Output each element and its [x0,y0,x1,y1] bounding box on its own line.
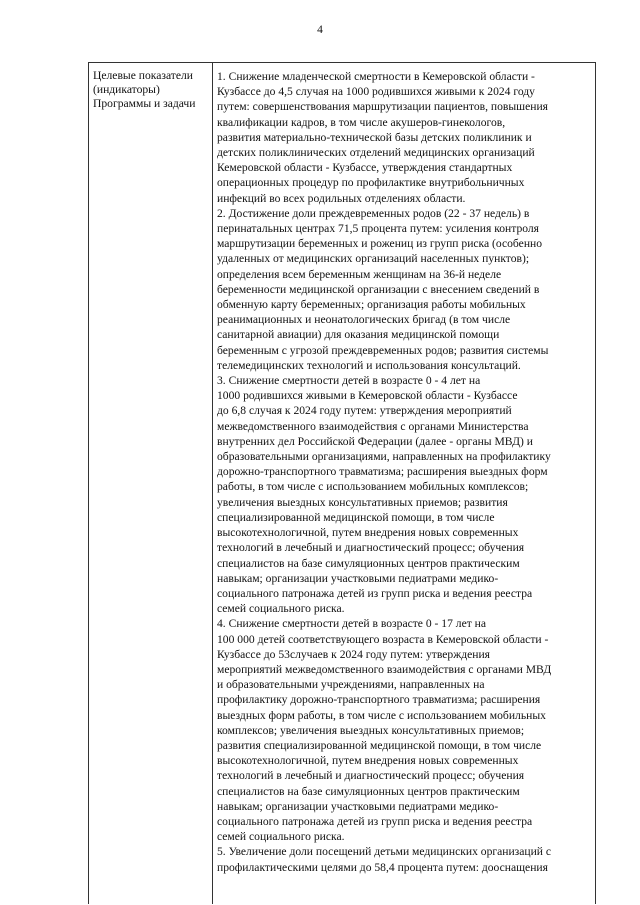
text-line: дорожно-транспортного травматизма; расширения выездных форм [217,465,548,479]
text-line: социального патронажа детей из групп риска и ведения реестра [217,814,533,828]
text-line: технологий в лечебный и диагностический процесс; обучения [217,769,525,783]
text-line: навыкам; организации участковыми педиатрами медико- [217,799,499,813]
text-line: 3. Снижение смертности детей в возрасте 0 - 4 лет на [217,374,481,388]
program-table [88,62,596,904]
text-line: межведомственного взаимодействия с органами Министерства [217,419,529,433]
text-line: специализированной медицинской помощи, в том числе [217,510,495,524]
text-line: перинатальных центрах 71,5 процента путем: усиления контроля [217,222,540,236]
text-line: развития материально-технической базы детских поликлиник и [217,130,532,144]
text-line: маршрутизации беременных и рожениц из групп риска (особенно [217,237,543,251]
indicator-label-cell [89,63,213,904]
text-line: работы, в том числе с использованием мобильных комплексов; [217,480,529,494]
text-line: определения всем беременным женщинам на 36-й неделе [217,267,502,281]
text-line: 4. Снижение смертности детей в возрасте 0 - 17 лет на [217,617,487,631]
text-line: семей социального риска. [217,830,345,844]
text-line: квалификации кадров, в том числе акушеров-гинекологов, [217,115,506,129]
text-line: увеличения выездных консультативных приемов; развития [217,495,508,509]
text-line: образовательными организациями, направленных на профилактику [217,450,551,464]
text-line: и образовательными учреждениями, направленных на [217,678,485,692]
text-line: беременным с угрозой преждевременных родов; развития системы [217,343,549,357]
text-line: развития специализированной медицинской помощи, в том числе [217,738,542,752]
text-line: санитарной авиации) для оказания медицинской помощи [217,328,500,342]
text-line: профилактику дорожно-транспортного травматизма; расширения [217,693,541,707]
text-line: Кузбассе до 4,5 случая на 1000 родившихся живыми к 2024 году [217,85,535,99]
text-line: обменную карту беременных; организация работы мобильных [217,298,526,312]
text-line: мероприятий межведомственного взаимодействия с органами МВД [217,662,552,676]
text-line: 2. Достижение доли преждевременных родов (22 - 37 недель) в [217,206,530,220]
text-line: высокотехнологичной, путем внедрения новых современных [217,526,519,540]
text-line: операционных процедур по профилактике внутрибольничных [217,176,525,190]
text-line: 1000 родившихся живыми в Кемеровской области - Кузбассе [217,389,518,403]
text-line: путем: совершенствования маршрутизации пациентов, повышения [217,100,548,114]
text-line: специалистов на базе симуляционных центров практическим [217,556,520,570]
label-line: (индикаторы) [93,83,160,97]
label-line: Программы и задачи [93,97,196,111]
text-line: 5. Увеличение доли посещений детьми медицинских организаций с [217,845,552,859]
indicator-content-cell [213,63,595,904]
text-line: технологий в лечебный и диагностический процесс; обучения [217,541,525,555]
text-line: телемедицинских технологий и использования консультаций. [217,358,521,372]
text-line: профилактическими целями до 58,4 процента путем: дооснащения [217,860,548,874]
text-line: удаленных от медицинских организаций населенных пунктов); [217,252,530,266]
text-line: специалистов на базе симуляционных центров практическим [217,784,520,798]
page-number: 4 [317,24,323,36]
text-line: социального патронажа детей из групп риска и ведения реестра [217,586,533,600]
text-line: Кузбассе до 53случаев к 2024 году путем: утверждения [217,647,490,661]
text-line: внутренних дел Российской Федерации (далее - органы МВД) и [217,434,533,448]
text-line: высокотехнологичной, путем внедрения новых современных [217,754,519,768]
text-line: Кемеровской области - Кузбассе, утверждения стандартных [217,161,513,175]
text-line: семей социального риска. [217,602,345,616]
text-line: детских поликлинических отделений медицинских организаций [217,146,535,160]
text-line: инфекций во всех родильных отделениях области. [217,191,466,205]
label-line: Целевые показатели [93,69,193,82]
text-line: комплексов; увеличения выездных консультативных приемов; [217,723,525,737]
text-line: 100 000 детей соответствующего возраста в Кемеровской области - [217,632,549,646]
text-line: 1. Снижение младенческой смертности в Кемеровской области - [217,70,535,83]
text-line: навыкам; организации участковыми педиатрами медико- [217,571,499,585]
text-line: беременности медицинской организации с внесением сведений в [217,282,540,296]
text-line: выездных форм работы, в том числе с использованием мобильных [217,708,546,722]
text-line: реанимационных и неонатологических бригад (в том числе [217,313,511,327]
text-line: до 6,8 случая к 2024 году путем: утверждения мероприятий [217,404,512,418]
